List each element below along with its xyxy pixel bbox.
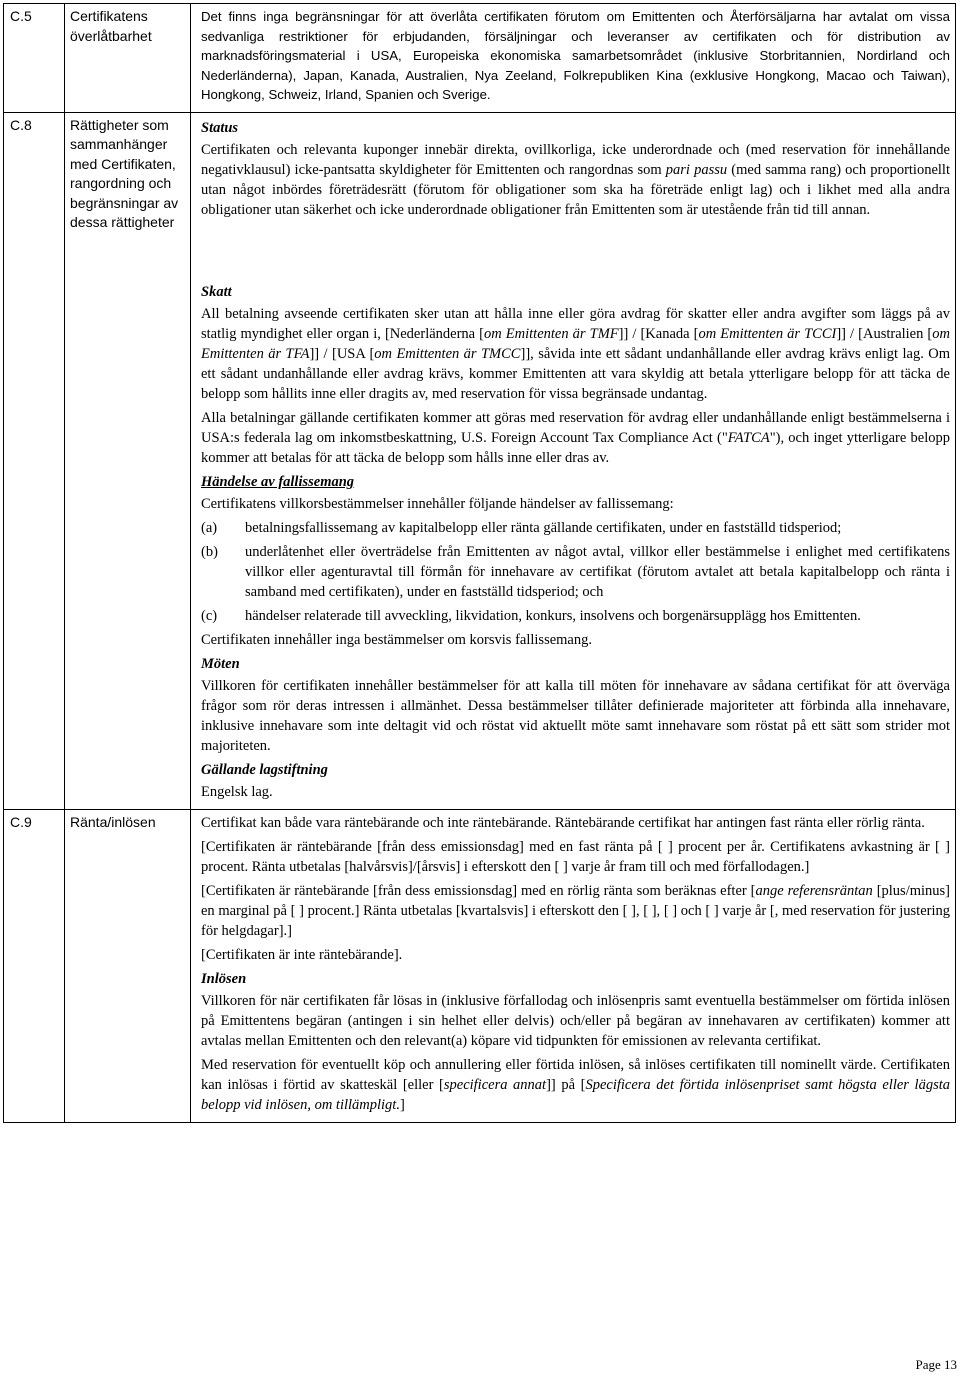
paragraph: Med reservation för eventuellt köp och annullering eller förtida inlösen, så inlöses certifikaten till nominellt värde. Certifikaten kan inlösas i förtid av skatteskäl [eller [specificera annat]] på [Specificera det förtida inlösenpriset samt högsta eller lägsta belopp vid inlösen, om tillämpligt.] [201, 1056, 950, 1113]
heading-governing-law: Gällande lagstiftning [201, 761, 328, 778]
page-number: Page 13 [915, 1357, 957, 1372]
paragraph: Certifikatens villkorsbestämmelser innehåller följande händelser av fallissemang: [201, 495, 674, 512]
section-row-c9 [4, 809, 956, 1122]
section-label: Rättigheter som sammanhänger med Certifikaten, rangordning och begränsningar av dessa rättigheter [65, 112, 191, 809]
paragraph: Certifikaten innehåller inga bestämmelser om korsvis fallissemang. [201, 631, 592, 648]
section-content [191, 4, 956, 113]
paragraph: Certifikat kan både vara räntebärande och inte räntebärande. Räntebärande certifikat har antingen fast ränta eller rörlig ränta. [201, 814, 925, 831]
document-table [3, 3, 956, 1123]
paragraph: Det finns inga begränsningar för att överlåta certifikaten förutom om Emittenten och Återförsäljarna har avtalat om vissa sedvanliga restriktioner för erbjudanden, försäljningar och leveranser av certifikaten och för distribution av marknadsföringsmaterial i USA, Europeiska ekonomiska samarbetsområdet (inklusive Storbritannien, Nordirland och Nederländerna), Japan, Kanada, Australien, Nya Zeeland, Folkrepubliken Kina (exklusive Hongkong, Macao och Taiwan), Hongkong, Schweiz, Irland, Spanien och Sverige. [201, 9, 950, 103]
heading-default: Händelse av fallissemang [201, 473, 355, 490]
paragraph: Alla betalningar gällande certifikaten kommer att göras med reservation för avdrag eller undanhållande enligt bestämmelserna i USA:s federala lag om inkomstbeskattning, U.S. Foreign Account Tax Compliance Act ("FATCA"), och inget ytterligare belopp kommer att betalas för att täcka de belopp som hålls inne eller dras av. [201, 409, 950, 466]
section-label: Ränta/inlösen [65, 809, 191, 1122]
section-number: C.8 [4, 112, 65, 809]
paragraph: Villkoren för certifikaten innehåller bestämmelser för att kalla till möten för innehavare av sådana certifikat för att överväga frågor som rör deras intressen i allmänhet. Dessa bestämmelser tillåter definierade majoriteter att förbinda alla innehavare, inklusive innehavare som inte deltagit vid och röstat vid aktuellt möte samt innehavare som röstat på ett sätt som strider mot majoriteten. [201, 677, 950, 754]
heading-status: Status [201, 119, 239, 136]
list-item: (a) betalningsfallissemang av kapitalbelopp eller ränta gällande certifikaten, under en fastställd tidsperiod; [201, 519, 842, 536]
heading-meetings: Möten [201, 655, 240, 672]
list-item: (c) händelser relaterade till avveckling, likvidation, konkurs, insolvens och borgenärsupplägg hos Emittenten. [201, 607, 861, 624]
paragraph: [Certifikaten är räntebärande [från dess emissionsdag] med en fast ränta på [ ] procent per år. Certifikatens avkastning är [ ] procent. Ränta utbetalas [halvårsvis]/[årsvis] i efterskott den [ ] varje år fram till och med förfallodagen.] [201, 838, 950, 875]
paragraph: Villkoren för när certifikaten får lösas in (inklusive förfallodag och inlösenpris samt eventuella bestämmelser om förtida inlösen på Emittentens begäran (antingen i sin helhet eller delvis) och/eller på begäran av innehavaren av certifikaten) kommer att avtalas mellan Emittenten och den relevant(a) köpare vid tidpunkten för emissionen av relevanta certifikat. [201, 992, 950, 1049]
section-number: C.5 [4, 4, 65, 113]
section-row-c8 [4, 112, 956, 809]
paragraph: [Certifikaten är räntebärande [från dess emissionsdag] med en rörlig ränta som beräknas efter [ange referensräntan [plus/minus] en marginal på [ ] procent.] Ränta utbetalas [kvartalsvis] i efterskott den [ ], [ ], [ ] och [ ] varje år [, med reservation för justering för helgdagar].] [201, 882, 950, 939]
section-content [191, 809, 956, 1122]
section-number: C.9 [4, 809, 65, 1122]
heading-redemption: Inlösen [201, 970, 247, 987]
paragraph: [Certifikaten är inte räntebärande]. [201, 946, 403, 963]
paragraph: Certifikaten och relevanta kuponger innebär direkta, ovillkorliga, icke underordnade och (med reservation för innehållande negativklausul) icke-pantsatta skyldigheter för Emittenten och rangordnas som pari passu (med samma rang) och proportionellt utan något inbördes företrädesrätt (förutom för obligationer som ska ha företräde enligt lag) och i likhet med alla andra obligationer utan säkerhet och icke underordnade obligationer från Emittenten som är utestående från tid till annan. [201, 141, 950, 218]
paragraph: All betalning avseende certifikaten sker utan att hålla inne eller göra avdrag för skatter eller andra avgifter som läggs på av statlig myndighet eller organ i, [Nederländerna [om Emittenten är TMF]] / [Kanada [om Emittenten är TCCI]] / [Australien [om Emittenten är TFA]] / [USA [om Emittenten är TMCC]], såvida inte ett sådant undanhållande eller avdrag krävs enligt lag. Om ett sådant undanhållande eller avdrag krävs, kommer Emittenten att vara skyldig att betala ytterligare belopp för att täcka de belopp som hållits inne eller dragits av, med reservation för vissa begränsade undantag. [201, 305, 950, 402]
paragraph: Engelsk lag. [201, 783, 273, 800]
section-row-c5 [4, 4, 956, 113]
heading-tax: Skatt [201, 283, 232, 300]
section-label: Certifikatens överlåtbarhet [65, 4, 191, 113]
section-content [191, 112, 956, 809]
list-item: (b) underlåtenhet eller överträdelse från Emittenten av något avtal, villkor eller bestämmelse i enlighet med certifikatens villkor eller agenturavtal till förmån för innehavare av certifikat (förutom avtalet att betala kapitalbelopp och ränta i samband med certifikaten), under en fastställd tidsperiod; och [201, 543, 950, 600]
